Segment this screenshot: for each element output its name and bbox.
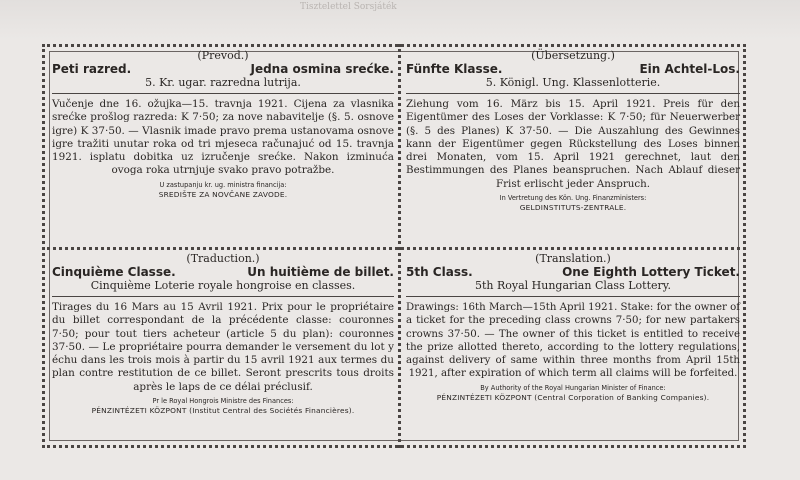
class-heading: Fünfte Klasse. [406, 62, 503, 76]
panel-body-text: Tirages du 16 Mars au 15 Avril 1921. Prix pour le propriétaire du billet correspondant de la précédente classe: couronnes 7·50; pour tout tiers acheteur (article 5 du plan): couronnes 37·50. — Le propriétaire pourra demander le versement du lot y échu dans les trois mois à partir du 15 avril 1921 aux termes du plan contre restitution de ce billet. Seront prescrits tous droits après le laps de ce délai préclusif. [52, 301, 394, 393]
office-line: PÉNZINTÉZETI KÖZPONT (Central Corporation of Banking Companies). [436, 392, 710, 402]
panel-headings [52, 62, 394, 76]
panel-body-text: Drawings: 16th March—15th April 1921. Stake: for the owner of a ticket for the preceding class crowns 7·50; for new partakers crowns 37·50. — The owner of this ticket is entitled to receive the prize allotted thereto, according to the lottery regulations, against delivery of same within three months from April 15th 1921, after expiration of which term all claims will be forfeited. [406, 302, 740, 380]
horizontal-divider [42, 247, 746, 251]
lottery-subtitle: Cinquième Loterie royale hongroise en classes. [90, 279, 356, 292]
panel-headings [406, 62, 740, 76]
lottery-subtitle: 5. Königl. Ung. Klassenlotterie. [485, 76, 661, 89]
authority-line: Pr le Royal Hongrois Ministre des Finances: [152, 397, 294, 406]
vertical-divider [398, 44, 402, 448]
authority-line: In Vertretung des Kön. Ung. Finanzministers: [499, 194, 647, 203]
panel-body-text: Vučenje dne 16. ožujka—15. travnja 1921. Cijena za vlasnika srećke prošlog razreda: K 7·50; za nove nabavitelje (§. 5. osnove igre) K 37·50. — Vlasnik imade pravo prema ustanovama osnove igre tražiti unutar roka od tri mjeseca računajuć od 15. travnja 1921. isplatu dobitka uz izručenje srećke. Nakon izminuća ovoga roka utrnjuje svako pravo potražbe. [52, 98, 394, 177]
heading-rule [52, 296, 394, 297]
office-line: GELDINSTITUTS-ZENTRALE. [519, 203, 627, 213]
authority-line: U zastupanju kr. ug. ministra financija: [159, 180, 287, 189]
heading-rule [406, 93, 740, 94]
ticket-share-heading: Ein Achtel-Los. [639, 62, 740, 76]
panel-headings [52, 265, 394, 279]
ticket-share-heading: One Eighth Lottery Ticket. [562, 265, 740, 279]
panel-tag: (Übersetzung.) [531, 49, 615, 62]
panel-headings [406, 265, 740, 279]
class-heading: Cinquième Classe. [52, 265, 176, 279]
panel-french [52, 253, 394, 443]
class-heading: Peti razred. [52, 62, 132, 76]
lottery-subtitle: 5. Kr. ugar. razredna lutrija. [145, 76, 301, 89]
panel-tag: (Prevod.) [197, 49, 249, 62]
office-line: PÉNZINTÉZETI KÖZPONT (Institut Central des Sociétés Financières). [91, 406, 355, 416]
ticket-share-heading: Jedna osmina srećke. [250, 62, 394, 76]
panel-croatian [52, 50, 394, 246]
panel-english [406, 253, 740, 443]
panel-tag: (Traduction.) [186, 252, 260, 265]
paper-top-edge [0, 0, 800, 40]
ticket-share-heading: Un huitième de billet. [247, 265, 394, 279]
panel-body-text: Ziehung vom 16. März bis 15. April 1921. Preis für den Eigentümer des Loses der Vorklasse: K 7·50; für Neuerwerber (§. 5 des Planes) K 37·50. — Die Auszahlung des Gewinnes kann der Eigentümer gegen Rückstellung des Loses binnen drei Monaten, vom 15. April 1921 gerechnet, laut den Bestimmungen des Planes beanspruchen. Nach Ablauf dieser Frist erlischt jeder Anspruch. [406, 98, 740, 190]
heading-rule [52, 93, 394, 94]
office-line: SREDIŠTE ZA NOVČANE ZAVODE. [158, 189, 288, 199]
heading-rule [406, 296, 740, 297]
panel-tag: (Translation.) [535, 252, 611, 265]
class-heading: 5th Class. [406, 265, 473, 279]
panel-german [406, 50, 740, 246]
header-fragment: Tisztelettel Sorsjáték [300, 2, 397, 12]
lottery-subtitle: 5th Royal Hungarian Class Lottery. [474, 279, 672, 292]
authority-line: By Authority of the Royal Hungarian Minister of Finance: [480, 383, 666, 392]
